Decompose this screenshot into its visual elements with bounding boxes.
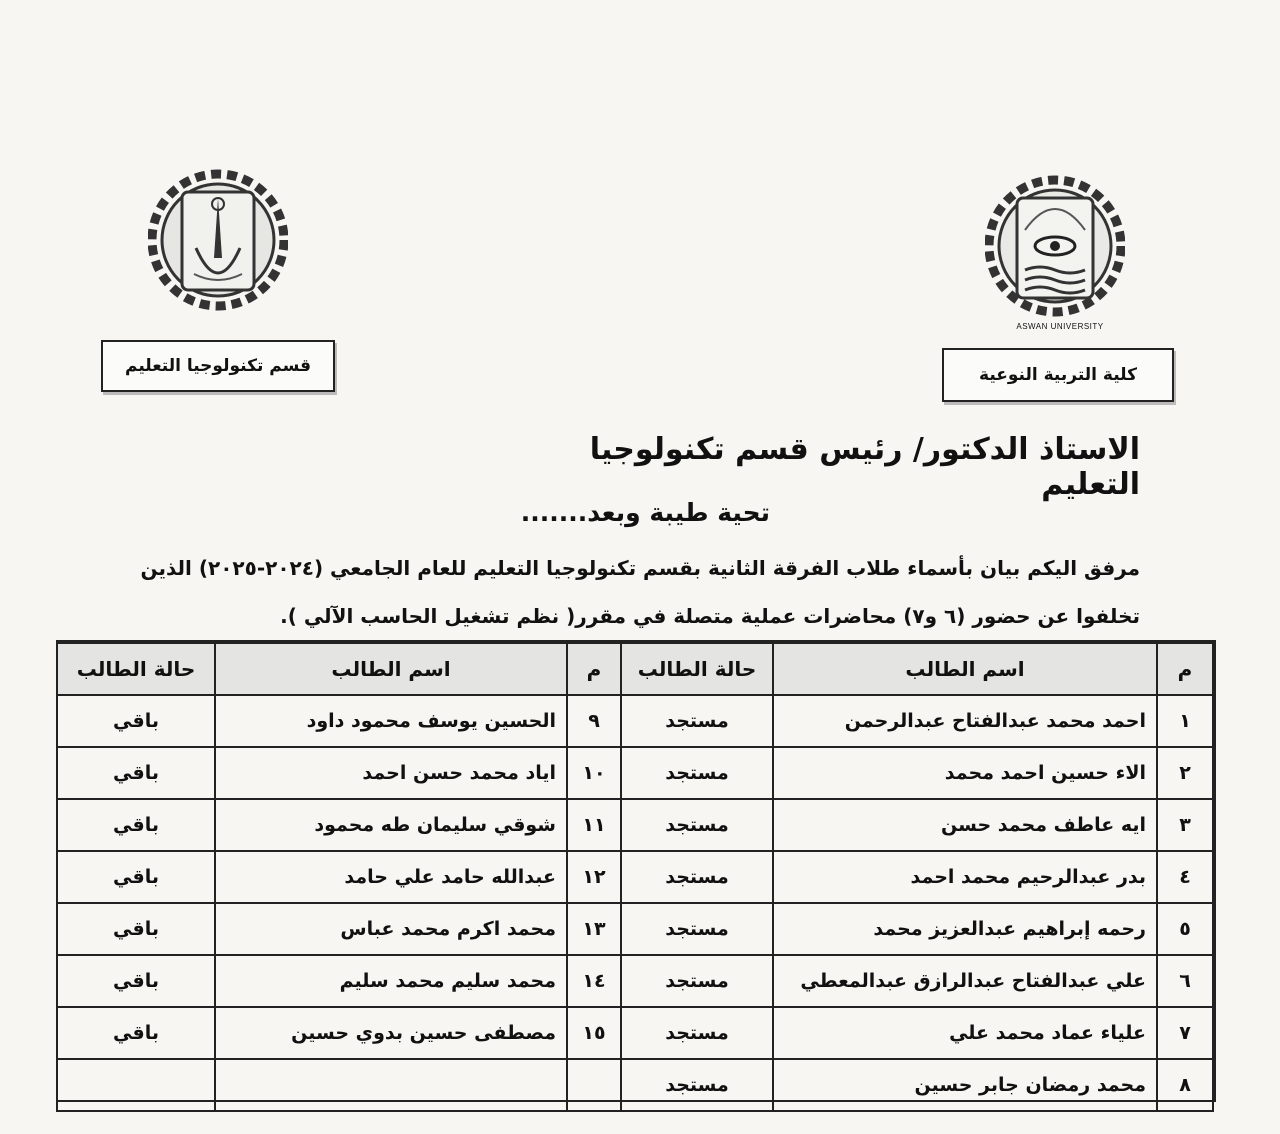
- row-number: ٦: [1157, 955, 1213, 1007]
- student-name: احمد محمد عبدالفتاح عبدالرحمن: [773, 695, 1157, 747]
- student-status: [57, 1059, 215, 1111]
- row-number: ١٠: [567, 747, 621, 799]
- student-status: باقي: [57, 799, 215, 851]
- student-status: مستجد: [621, 851, 773, 903]
- greeting: تحية طيبة وبعد.......: [520, 498, 770, 527]
- student-name: الحسين يوسف محمود داود: [215, 695, 567, 747]
- header-num: م: [1157, 643, 1213, 695]
- header-name: اسم الطالب: [215, 643, 567, 695]
- body-line-1: مرفق اليكم بيان بأسماء طلاب الفرقة الثانية بقسم تكنولوجيا التعليم للعام الجامعي (٢٠٢٤-٢٠٢٥) الذين: [140, 556, 1140, 580]
- row-number: ١٢: [567, 851, 621, 903]
- row-number: ٧: [1157, 1007, 1213, 1059]
- row-number: ١١: [567, 799, 621, 851]
- table-row: [57, 955, 1213, 1007]
- student-status: باقي: [57, 695, 215, 747]
- student-status: مستجد: [621, 955, 773, 1007]
- student-name: ايه عاطف محمد حسن: [773, 799, 1157, 851]
- table-header-row: [57, 643, 1213, 695]
- table-row: [57, 799, 1213, 851]
- table-row: [57, 903, 1213, 955]
- table-row: [57, 1007, 1213, 1059]
- student-name: محمد رمضان جابر حسين: [773, 1059, 1157, 1111]
- student-status: مستجد: [621, 799, 773, 851]
- student-name: علي عبدالفتاح عبدالرازق عبدالمعطي: [773, 955, 1157, 1007]
- header-status: حالة الطالب: [621, 643, 773, 695]
- student-name: اياد محمد حسن احمد: [215, 747, 567, 799]
- student-name: رحمه إبراهيم عبدالعزيز محمد: [773, 903, 1157, 955]
- row-number: ١٥: [567, 1007, 621, 1059]
- student-status: مستجد: [621, 1059, 773, 1111]
- row-number: ٤: [1157, 851, 1213, 903]
- row-number: ١٤: [567, 955, 621, 1007]
- student-status: مستجد: [621, 695, 773, 747]
- row-number: ٩: [567, 695, 621, 747]
- student-status: باقي: [57, 1007, 215, 1059]
- student-name: مصطفى حسين بدوي حسين: [215, 1007, 567, 1059]
- student-name: الاء حسين احمد محمد: [773, 747, 1157, 799]
- student-name: بدر عبدالرحيم محمد احمد: [773, 851, 1157, 903]
- header-status: حالة الطالب: [57, 643, 215, 695]
- row-number: ٨: [1157, 1059, 1213, 1111]
- student-name: محمد اكرم محمد عباس: [215, 903, 567, 955]
- table-row: [57, 1059, 1213, 1111]
- student-name: عبدالله حامد علي حامد: [215, 851, 567, 903]
- row-number: ١: [1157, 695, 1213, 747]
- student-status: باقي: [57, 851, 215, 903]
- header-num: م: [567, 643, 621, 695]
- student-status: مستجد: [621, 1007, 773, 1059]
- student-status: باقي: [57, 955, 215, 1007]
- addressee-heading: الاستاذ الدكتور/ رئيس قسم تكنولوجيا التعليم: [589, 432, 1140, 502]
- student-status: باقي: [57, 903, 215, 955]
- student-status: باقي: [57, 747, 215, 799]
- row-number: ١٣: [567, 903, 621, 955]
- faculty-label-box: كلية التربية النوعية: [942, 348, 1174, 402]
- row-number: ٥: [1157, 903, 1213, 955]
- body-line-2: تخلفوا عن حضور (٦ و٧) محاضرات عملية متصلة في مقرر( نظم تشغيل الحاسب الآلي ).: [280, 604, 1140, 628]
- student-name: محمد سليم محمد سليم: [215, 955, 567, 1007]
- faculty-logo: [985, 168, 1125, 338]
- department-label-box: قسم تكنولوجيا التعليم: [101, 340, 335, 392]
- row-number: ٢: [1157, 747, 1213, 799]
- student-name: علياء عماد محمد علي: [773, 1007, 1157, 1059]
- department-logo: [148, 158, 288, 328]
- row-number: [567, 1059, 621, 1111]
- student-status: مستجد: [621, 747, 773, 799]
- student-status: مستجد: [621, 903, 773, 955]
- logo-caption: ASWAN UNIVERSITY: [1016, 322, 1104, 331]
- student-name: شوقي سليمان طه محمود: [215, 799, 567, 851]
- students-table: [56, 640, 1216, 1102]
- row-number: ٣: [1157, 799, 1213, 851]
- table-row: [57, 851, 1213, 903]
- table-row: [57, 695, 1213, 747]
- header-name: اسم الطالب: [773, 643, 1157, 695]
- table-row: [57, 747, 1213, 799]
- student-name: [215, 1059, 567, 1111]
